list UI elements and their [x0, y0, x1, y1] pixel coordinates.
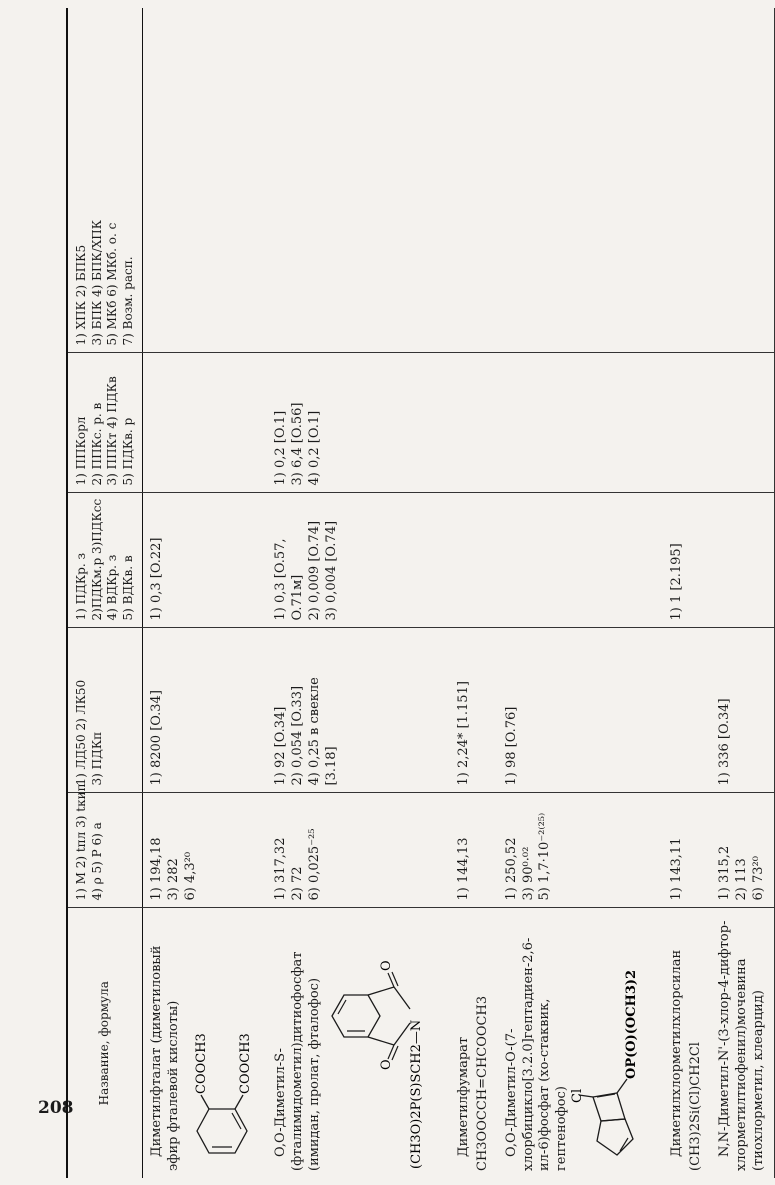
cell-name	[663, 908, 711, 1178]
header-line: 2)ПДКм.р 3)ПДКсс	[89, 498, 104, 621]
value-line: 1) 0,2 [O.1]	[273, 410, 289, 486]
rotated-table-sheet	[66, 8, 766, 1178]
header-line: 3) ППКт 4) ПДКв	[105, 376, 120, 486]
header-line: 1) M 2) tпл 3) tкип	[74, 783, 88, 901]
cell-toxicity	[450, 628, 498, 793]
cell-pdk	[498, 493, 664, 628]
value-line: 1) 8200 [O.34]	[149, 690, 165, 786]
value-line: 1) 194,18	[149, 837, 165, 901]
header-line: 5) МКб 6) МКб. о. с	[105, 222, 120, 346]
cell-pdk	[143, 493, 267, 628]
value-line: 1) 2,24* [1.151]	[455, 681, 471, 786]
cell-biodegradation	[711, 8, 774, 353]
cell-toxicity	[498, 628, 664, 793]
header-name-formula: Название, формула	[97, 981, 112, 1106]
cell-ppk	[267, 353, 450, 493]
value-line: 1) 144,13	[455, 837, 471, 901]
cell-toxicity	[711, 628, 774, 793]
compound-name: Диметилфталат (диметиловый эфир фталевой кислоты)	[149, 945, 182, 1171]
value-line: 3) 90⁰·⁰²	[520, 846, 536, 901]
table-row	[663, 8, 711, 1178]
header-row	[67, 8, 143, 1178]
cell-toxicity	[143, 628, 267, 793]
cell-name	[711, 908, 774, 1178]
value-line: 3) 6,4 [O.56]	[290, 402, 306, 486]
cell-physical-props	[143, 793, 267, 908]
header-line: 4) ВДКр. з	[105, 554, 120, 621]
cell-toxicity	[267, 628, 450, 793]
cell-pdk	[267, 493, 450, 628]
cell-name	[498, 908, 664, 1178]
value-line: 1) 0,3 [O.57,	[273, 538, 289, 621]
value-line: 1) 317,32	[273, 837, 289, 901]
value-line: 1) 143,11	[669, 837, 685, 901]
cell-physical-props	[663, 793, 711, 908]
cell-name	[267, 908, 450, 1178]
value-line: 4) 0,25 в свекле	[306, 677, 322, 786]
struct-label: COOCH3	[194, 1033, 210, 1094]
value-line: 2) 72	[290, 866, 306, 901]
header-line: 1) ПДКр. з	[74, 553, 88, 621]
cell-pdk	[450, 493, 498, 628]
cell-physical-props	[711, 793, 774, 908]
cell-toxicity	[663, 628, 711, 793]
table-row	[143, 8, 267, 1178]
struct-label: Cl	[570, 1088, 586, 1103]
cell-pdk	[663, 493, 711, 628]
compound-name: Диметилхлорметилхлорсилан	[669, 949, 685, 1157]
header-line: 1) ППКорл	[74, 416, 88, 486]
value-line: 1) 336 [O.34]	[716, 698, 732, 786]
value-line: 3) 0,004 [O.74]	[323, 520, 339, 621]
header-physical-props	[67, 783, 143, 908]
value-line: O.71м]	[290, 574, 306, 621]
cell-ppk	[143, 353, 267, 493]
phthalimide-structure	[324, 921, 444, 1171]
cell-biodegradation	[450, 8, 498, 353]
cell-name	[450, 908, 498, 1178]
cell-physical-props	[450, 793, 498, 908]
header-line: 3) ПДКп	[89, 731, 104, 786]
header-biodegradation	[67, 8, 143, 353]
struct-label: O	[378, 960, 394, 971]
header-line: 5) ПДКв. р	[120, 417, 135, 486]
value-line: 1) 1 [2.195]	[669, 543, 685, 621]
value-line: 5) 1,7·10⁻²⁽²⁵⁾	[537, 812, 553, 901]
data-table	[66, 8, 775, 1178]
header-line: 1) ХПК 2) БПК5	[74, 244, 88, 346]
page-number: 208	[38, 1098, 74, 1118]
cell-physical-props	[498, 793, 664, 908]
cell-ppk	[498, 353, 664, 493]
compound-name: N,N-Диметил-N'-(3-хлор-4-дифтор-хлорметилтиофенил)мочевина (тиохлорметил, клеарцид)	[716, 920, 766, 1171]
value-line: 1) 250,52	[503, 837, 519, 901]
value-line: 6) 73²⁰	[750, 856, 766, 901]
cell-biodegradation	[267, 8, 450, 353]
header-line: 7) Возм. расп.	[120, 256, 135, 346]
value-line: 1) 92 [O.34]	[273, 706, 289, 786]
cell-ppk	[711, 353, 774, 493]
header-line: 2) ППКс. р. в	[89, 402, 104, 486]
compound-name: O,O-Диметил-S-(фталимидометил)дитиофосфат (имидан, пролат, фталофос)	[273, 951, 322, 1171]
dimethyl-phthalate-structure	[183, 971, 261, 1171]
compound-name: Диметилфумарат	[455, 1036, 471, 1157]
compound-name: O,O-Диметил-O-(7-хлорбицикло[3.2.0]гептадиен-2,6-ил-6)фосфат (хо-стаквик, гептенофос)	[503, 937, 570, 1171]
table-row	[267, 8, 450, 1178]
value-line: 4) 0,2 [O.1]	[306, 410, 322, 486]
struct-label: OP(O)(OCH3)2	[624, 969, 640, 1079]
table-row	[498, 8, 664, 1178]
table-row	[450, 8, 498, 1178]
formula-label: (CH3O)2P(S)SCH2—N	[408, 1019, 424, 1169]
struct-label: O	[378, 1059, 394, 1070]
value-line: 1) 0,3 [O.22]	[149, 537, 165, 621]
cell-biodegradation	[498, 8, 664, 353]
cell-pdk	[711, 493, 774, 628]
value-line: 3) 282	[166, 858, 182, 901]
cell-name	[143, 908, 267, 1178]
value-line: 6) 4,3²⁰	[183, 851, 199, 901]
table-row	[711, 8, 774, 1178]
value-line: 6) 0,025⁻²⁵	[306, 828, 322, 901]
value-line: 1) 315,2	[716, 845, 732, 901]
struct-label: COOCH3	[238, 1033, 254, 1094]
cell-ppk	[450, 353, 498, 493]
value-line: 2) 0,054 [O.33]	[290, 685, 306, 786]
value-line: 2) 113	[733, 858, 749, 901]
bicycloheptadiene-structure	[571, 951, 657, 1171]
header-line: 5) ВДКв. в	[120, 555, 135, 621]
value-line: 1) 98 [O.76]	[503, 706, 519, 786]
value-line: 2) 0,009 [O.74]	[306, 520, 322, 621]
header-ppk	[67, 353, 143, 493]
header-line: 4) ρ 5) P 6) a	[89, 822, 104, 901]
cell-biodegradation	[663, 8, 711, 353]
compound-formula: (CH3)2Si(Cl)CH2Cl	[688, 1042, 704, 1171]
cell-biodegradation	[143, 8, 267, 353]
cell-physical-props	[267, 793, 450, 908]
cell-ppk	[663, 353, 711, 493]
value-line: [3.18]	[323, 746, 339, 786]
header-toxicity	[67, 628, 143, 793]
header-line: 3) БПК 4) БПК/ХПК	[89, 219, 104, 346]
compound-formula: CH3OOCCH=CHCOOCH3	[474, 995, 490, 1171]
header-pdk	[67, 493, 143, 628]
header-line: 1) ЛД50 2) ЛК50	[74, 679, 88, 786]
